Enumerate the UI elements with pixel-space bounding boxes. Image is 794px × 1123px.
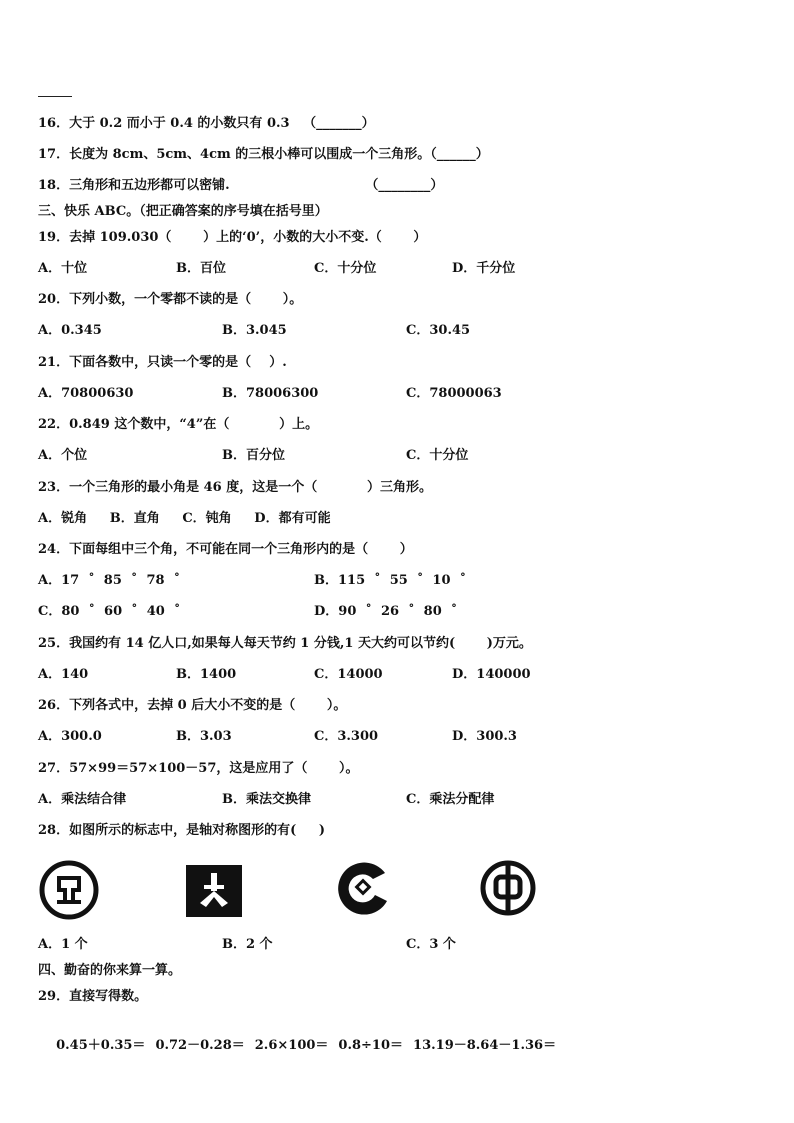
question-24: 24．下面每组中三个角，不可能在同一个三角形内的是（ ） [38, 542, 413, 557]
calc-item: 0.45＋0.35＝ [56, 1038, 146, 1053]
option-26-b: B．3.03 [176, 729, 232, 744]
option-25-a: A．140 [38, 667, 89, 682]
option-22-c: C．十分位 [406, 448, 469, 463]
calc-row [38, 1019, 566, 1068]
section-4-heading: 四、勤奋的你来算一算。 [38, 963, 182, 978]
question-22: 22．0.849 这个数中，“4”在（ ）上。 [38, 417, 319, 432]
option-21-a: A．70800630 [38, 386, 134, 401]
option-19-c: C．十分位 [314, 261, 377, 276]
section-3-heading: 三、快乐 ABC。（把正确答案的序号填在括号里） [38, 204, 328, 219]
calc-item: 0.72－0.28＝ [155, 1038, 245, 1053]
question-21: 21．下面各数中，只读一个零的是（ ）. [38, 355, 287, 370]
question-19: 19．去掉 109.030（ ）上的‘0’，小数的大小不变.（ ） [38, 230, 427, 245]
question-18: 18．三角形和五边形都可以密铺. （________） [38, 178, 444, 193]
option-26-a: A．300.0 [38, 729, 102, 744]
option-27-c: C．乘法分配律 [406, 792, 495, 807]
bank-of-china-logo-icon [479, 859, 537, 917]
option-24-b: B．115 ˚ 55 ˚ 10 ˚ [314, 573, 467, 588]
option-19-b: B．百位 [176, 261, 226, 276]
option-21-b: B．78006300 [222, 386, 319, 401]
question-27: 27．57×99＝57×100－57，这是应用了（ ）。 [38, 761, 359, 776]
option-19-d: D．千分位 [452, 261, 516, 276]
option-28-b: B．2 个 [222, 937, 273, 952]
question-28: 28．如图所示的标志中，是轴对称图形的有( ) [38, 823, 326, 838]
option-28-c: C．3 个 [406, 937, 456, 952]
option-25-d: D．140000 [452, 667, 531, 682]
question-23: 23．一个三角形的最小角是 46 度，这是一个（ ）三角形。 [38, 480, 433, 495]
question-20: 20．下列小数，一个零都不读的是（ ）。 [38, 292, 303, 307]
option-22-b: B．百分位 [222, 448, 285, 463]
option-27-b: B．乘法交换律 [222, 792, 311, 807]
top-rule [38, 96, 72, 97]
option-24-a: A．17 ˚ 85 ˚ 78 ˚ [38, 573, 181, 588]
option-21-c: C．78000063 [406, 386, 502, 401]
calc-item: 13.19－8.64－1.36＝ [413, 1038, 557, 1053]
calc-item: 2.6×100＝ [254, 1038, 329, 1053]
option-28-a: A．1 个 [38, 937, 88, 952]
option-26-d: D．300.3 [452, 729, 517, 744]
question-16: 16．大于 0.2 而小于 0.4 的小数只有 0.3 （_______） [38, 116, 375, 131]
option-25-b: B．1400 [176, 667, 237, 682]
option-27-a: A．乘法结合律 [38, 792, 127, 807]
option-25-c: C．14000 [314, 667, 383, 682]
construction-bank-logo-icon [335, 859, 395, 919]
option-20-b: B．3.045 [222, 323, 287, 338]
option-24-c: C．80 ˚ 60 ˚ 40 ˚ [38, 604, 181, 619]
question-29: 29．直接写得数。 [38, 989, 148, 1004]
options-23: A．锐角 B．直角 C．钝角 D．都有可能 [38, 511, 331, 526]
agricultural-bank-logo-icon [186, 865, 242, 917]
option-24-d: D．90 ˚ 26 ˚ 80 ˚ [314, 604, 458, 619]
question-25: 25．我国约有 14 亿人口,如果每人每天节约 1 分钱,1 天大约可以节约( )万元。 [38, 636, 532, 651]
option-20-c: C．30.45 [406, 323, 471, 338]
option-19-a: A．十位 [38, 261, 88, 276]
option-26-c: C．3.300 [314, 729, 379, 744]
calc-item: 0.8÷10＝ [338, 1038, 404, 1053]
option-20-a: A．0.345 [38, 323, 102, 338]
question-26: 26．下列各式中，去掉 0 后大小不变的是（ ）。 [38, 698, 347, 713]
option-22-a: A．个位 [38, 448, 88, 463]
industrial-bank-logo-icon [38, 859, 100, 921]
question-17: 17．长度为 8cm、5cm、4cm 的三根小棒可以围成一个三角形。（______） [38, 147, 489, 162]
